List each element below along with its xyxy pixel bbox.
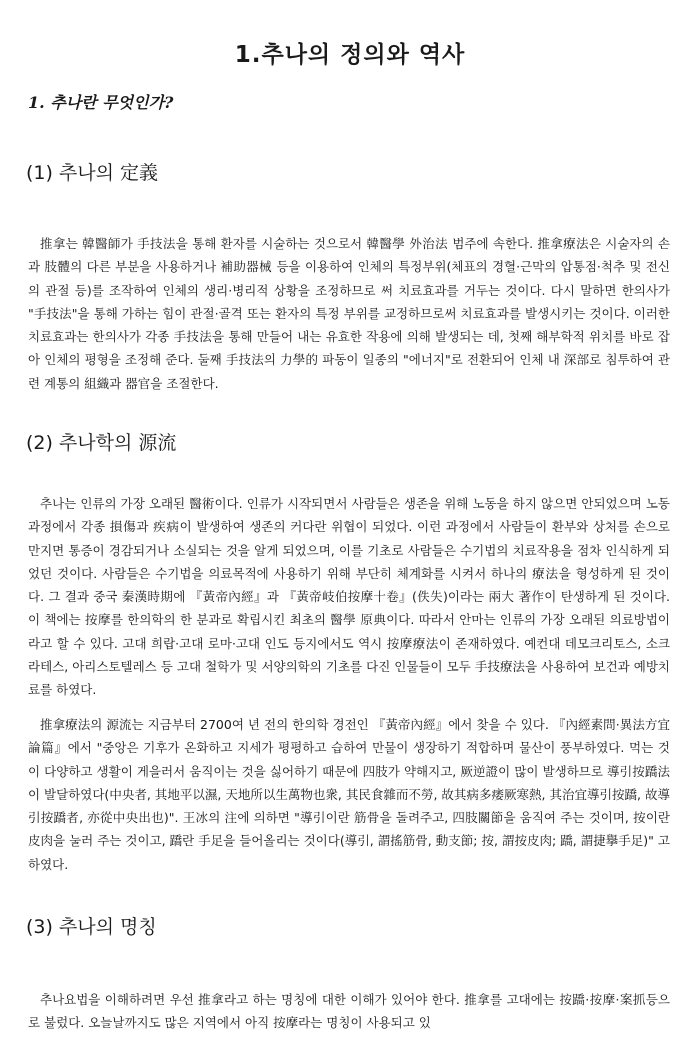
page-subtitle: 1. 추나란 무엇인가? bbox=[28, 93, 174, 112]
paragraph-name: 추나요법을 이해하려면 우선 推拿라고 하는 명칭에 대한 이해가 있어야 한다. 推拿를 고대에는 按蹻·按摩·案抓등으로 불렀다. 오늘날까지도 많은 지역에서 아직 按摩라는 명칭이 사용되고 있 bbox=[28, 992, 670, 1031]
paragraph-origin-1: 추나는 인류의 가장 오래된 醫術이다. 인류가 시작되면서 사람들은 생존을 위해 노동을 하지 않으면 안되었으며 노동과정에서 각종 損傷과 疾病이 발생하여 생존의 커다란 위협이 되었다. 이런 과정에서 사람들이 환부와 상처를 손으로 만지면 통증이 경감되거나 소실되는 것을 알게 되었으며, 이를 기초로 사람들은 수기법의 치료작용을 점차 인식하게 되었던 것이다. 사람들은 수기법을 의료목적에 사용하기 위해 부단히 체계화를 시켜서 하나의 療法을 형성하게 된 것이다. 그 결과 중국 秦漢時期에 『黃帝內經』과 『黃帝岐伯按摩十卷』(佚失)이라는 兩大 著作이 탄생하게 된 것이다. 이 책에는 按摩를 한의학의 한 분과로 확립시킨 최초의 醫學 原典이다. 따라서 안마는 인류의 가장 오래된 의료방법이라고 할 수 있다. 고대 희랍·고대 로마·고대 인도 등지에서도 역시 按摩療法이 존재하였다. 예컨대 데모크리토스, 소크라테스, 아리스토텔레스 등 고대 철학가 및 서양의학의 기초를 다진 인물들이 모두 手技療法을 사용하여 보건과 예방치료를 하였다. bbox=[28, 496, 670, 698]
section-heading-definition: (1) 추나의 定義 bbox=[26, 162, 159, 184]
page-title: 1.추나의 정의와 역사 bbox=[234, 42, 466, 68]
paragraph-origin-2: 推拿療法의 源流는 지금부터 2700여 년 전의 한의학 경전인 『黃帝內經』에서 찾을 수 있다. 『內經素問·異法方宜論篇』에서 "중앙은 기후가 온화하고 지세가 평평하고 습하여 만물이 생장하기 적합하며 물산이 풍부하였다. 먹는 것이 다양하고 생활이 게을러서 움직이는 것을 싫어하기 때문에 四肢가 약해지고, 厥逆證이 많이 발생하므로 導引按蹻法이 발달하였다(中央者, 其地平以濕, 天地所以生萬物也衆, 其民食雜而不勞, 故其病多痿厥寒熱, 其治宜導引按蹻, 故導引按蹻者, 亦從中央出也)". 王冰의 注에 의하면 "導引이란 筋骨을 돌려주고, 四肢關節을 움직여 주는 것이며, 按이란 皮肉을 눌러 주는 것이고, 蹻란 手足을 들어올리는 것이다(導引, 謂搖筋骨, 動支節; 按, 謂按皮肉; 蹻, 謂捷擧手足)" 고 하였다. bbox=[28, 717, 670, 872]
paragraph-definition: 推拿는 韓醫師가 手技法을 통해 환자를 시술하는 것으로서 韓醫學 外治法 범주에 속한다. 推拿療法은 시술자의 손과 肢體의 다른 부분을 사용하거나 補助器械 등을 이용하여 인체의 특정부위(체표의 경혈·근막의 압통점·척추 및 전신의 관절 등)를 조작하여 인체의 생리·병리적 상황을 조정하므로 써 치료효과를 거두는 것이다. 다시 말하면 한의사가 "手技法"을 통해 가하는 힘이 관절·골격 또는 환자의 특정 부위를 교정하므로써 치료효과를 발생시키는 것이다. 이러한 치료효과는 한의사가 각종 手技法을 통해 만들어 내는 유효한 작용에 의해 발생되는 데, 첫째 해부학적 위치를 바로 잡아 인체의 평형을 조정해 준다. 둘째 手技法의 力學的 파동이 일종의 "에너지"로 전환되어 인체 내 深部로 침투하여 관련 계통의 組織과 器官을 조절한다. bbox=[28, 236, 670, 391]
section-heading-origin: (2) 추나학의 源流 bbox=[26, 432, 177, 454]
section-heading-name: (3) 추나의 명칭 bbox=[26, 916, 157, 938]
